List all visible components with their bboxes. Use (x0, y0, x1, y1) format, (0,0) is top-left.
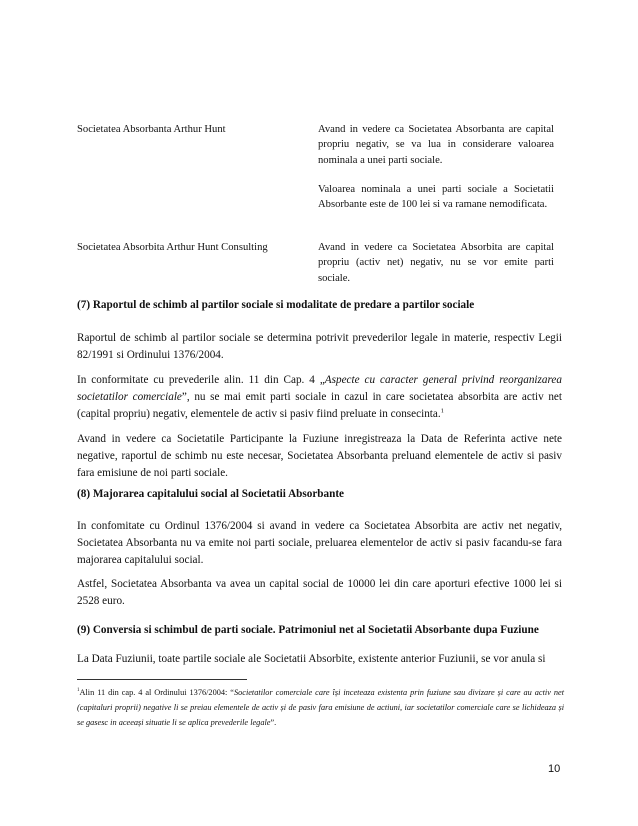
footnote-mark: 1 (77, 688, 80, 694)
section-8-heading: (8) Majorarea capitalului social al Societatii Absorbante (77, 488, 345, 500)
section-7-paragraph-3: Avand in vedere ca Societatile Participante la Fuziune inregistreaza la Data de Referinta active nete negative, raportul de schimb nu este necesar, Societatea Absorbanta preluand elementele de activ si pasiv fara emisiune de noi parti sociale. (77, 433, 562, 480)
table-row1-nominal-value: Valoarea nominala a unei parti sociale a Societatii Absorbante este de 100 lei si va ramane nemodificata. (318, 184, 554, 211)
footnote-lead: Alin 11 din cap. 4 al Ordinului 1376/2004: “ (79, 688, 234, 697)
section-8-paragraph-1: In confomitate cu Ordinul 1376/2004 si avand in vedere ca Societatea Absorbita are activ net negativ, Societatea Absorbanta nu va emite noi parti sociale, preluarea elementelor de activ si pasiv facandu-se fara majorarea capitalului social. (77, 520, 562, 567)
footnote-separator (77, 679, 247, 680)
section-8-paragraph-2: Astfel, Societatea Absorbanta va avea un capital social de 10000 lei din care aporturi efective 1000 lei si 2528 euro. (77, 578, 562, 608)
section-7-heading: (7) Raportul de schimb al partilor sociale si modalitate de predare a partilor sociale (77, 299, 475, 311)
footnote-tail: ”. (270, 718, 277, 727)
section-7-p2-before: In conformitate cu prevederile alin. 11 din Cap. 4 „ (77, 374, 325, 386)
footnote (77, 685, 564, 730)
section-9-paragraph-1: La Data Fuziunii, toate partile sociale ale Societatii Absorbite, existente anterior Fuziunii, se vor anula si (77, 653, 546, 665)
table-row2-description: Avand in vedere ca Societatea Absorbita are capital propriu (activ net) negativ, nu se vor emite parti sociale. (318, 242, 554, 284)
page-number: 10 (548, 763, 561, 775)
section-7-p2-italic: Aspecte cu caracter general privind reorganizarea societatilor comerciale (77, 374, 562, 404)
section-7-p2-after: ”, nu se mai emit parti sociale in cazul in care societatea absorbita are activ net (capital propriu) negativ, elementele de activ si pasiv fiind preluate in consecinta. (77, 391, 562, 421)
footnote-quote: Societatilor comerciale care își inceteaza existenta prin fuziune sau divizare și care au activ net (capitaluri proprii) negative li se preiau elementele de activ și de pasiv fara emisiune de actiuni, iar societatilor comerciale care se lichideaza și se gasesc in aceeași situatie li se aplica prevederile legale (77, 688, 565, 727)
footnote-reference[interactable]: 1 (440, 407, 445, 415)
table-row2-label: Societatea Absorbita Arthur Hunt Consulting (77, 242, 268, 253)
section-7-paragraph-2 (77, 372, 562, 424)
section-9-heading: (9) Conversia si schimbul de parti sociale. Patrimoniul net al Societatii Absorbante dupa Fuziune (77, 624, 539, 636)
table-row1-description: Avand in vedere ca Societatea Absorbanta are capital propriu negativ, se va lua in considerare valoarea nominala a unei parti sociale. (318, 124, 554, 166)
section-7-paragraph-1: Raportul de schimb al partilor sociale se determina potrivit prevederilor legale in materie, respectiv Legii 82/1991 si Ordinului 1376/2004. (77, 332, 562, 362)
table-row1-label: Societatea Absorbanta Arthur Hunt (77, 124, 226, 135)
